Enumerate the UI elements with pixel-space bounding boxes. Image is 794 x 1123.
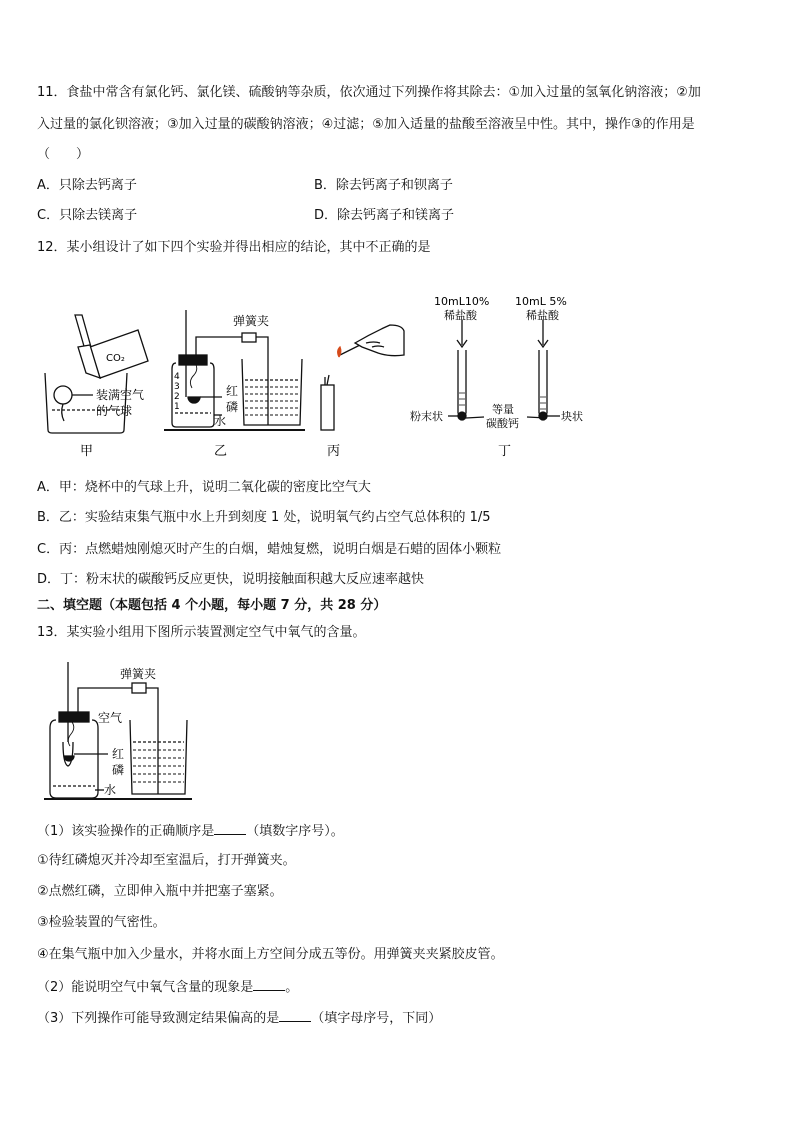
q11-stem-line2: 入过量的氯化钡溶液；③加入过量的碳酸钠溶液；④过滤；⑤加入适量的盐酸至溶液呈中性。其中，操作③的作用是 bbox=[37, 117, 695, 132]
q13-figure bbox=[0, 660, 240, 810]
bing-caption: 丙 bbox=[327, 444, 341, 459]
q13-part3-answer-blank[interactable] bbox=[279, 1008, 311, 1022]
yi-clamp-label: 弹簧夹 bbox=[233, 314, 270, 328]
q13-step-1: ①待红磷熄灭并冷却至室温后，打开弹簧夹。 bbox=[37, 853, 296, 868]
q13-part1-text: （1）该实验操作的正确顺序是 bbox=[37, 824, 215, 839]
q11-stem-line1: 11．食盐中常含有氯化钙、氯化镁、硫酸钠等杂质，依次通过下列操作将其除去：①加入过量的氢氧化钠溶液；②加 bbox=[37, 85, 701, 100]
yi-lin-label: 磷 bbox=[226, 400, 239, 414]
yi-caption: 乙 bbox=[214, 444, 228, 459]
q13-part1-answer-blank[interactable] bbox=[214, 821, 246, 835]
jia-balloon-label-2: 的气球 bbox=[96, 404, 133, 418]
jia-co2-label: CO₂ bbox=[106, 353, 125, 364]
ding-acid2-conc: 10mL 5% bbox=[515, 295, 567, 308]
ding-equal-label-2: 碳酸钙 bbox=[486, 417, 519, 430]
q11-option-b: B．除去钙离子和钡离子 bbox=[314, 178, 453, 193]
q13-part2-answer-blank[interactable] bbox=[253, 977, 285, 991]
q12-option-a: A．甲：烧杯中的气球上升，说明二氧化碳的密度比空气大 bbox=[37, 480, 371, 495]
q13-lin-label: 磷 bbox=[112, 763, 125, 777]
jia-caption: 甲 bbox=[80, 444, 94, 459]
q13-part2-text: （2）能说明空气中氧气含量的现象是 bbox=[37, 980, 254, 995]
q13-part3 bbox=[37, 1008, 441, 1028]
q13-part1 bbox=[37, 821, 344, 841]
q11-option-d: D．除去钙离子和镁离子 bbox=[314, 208, 455, 223]
q13-part3-text: （3）下列操作可能导致测定结果偏高的是 bbox=[37, 1011, 280, 1026]
bing-apparatus bbox=[321, 325, 404, 430]
q13-step-4: ④在集气瓶中加入少量水，并将水面上方空间分成五等份。用弹簧夹夹紧胶皮管。 bbox=[37, 947, 504, 962]
q13-air-label: 空气 bbox=[98, 711, 123, 725]
q11-option-a: A．只除去钙离子 bbox=[37, 178, 137, 193]
jia-balloon-label-1: 装满空气 bbox=[96, 388, 145, 402]
ding-acid2-name: 稀盐酸 bbox=[526, 309, 559, 322]
q12-option-b: B．乙：实验结束集气瓶中水上升到刻度 1 处，说明氧气约占空气总体积的 1/5 bbox=[37, 510, 491, 525]
q12-figure bbox=[0, 285, 794, 465]
q11-option-c: C．只除去镁离子 bbox=[37, 208, 138, 223]
q13-part2 bbox=[37, 977, 298, 997]
q13-step-2: ②点燃红磷，立即伸入瓶中并把塞子塞紧。 bbox=[37, 884, 283, 899]
yi-water-label: 水 bbox=[214, 414, 227, 428]
q13-step-3: ③检验装置的气密性。 bbox=[37, 915, 166, 930]
q12-option-d: D．丁：粉末状的碳酸钙反应更快，说明接触面积越大反应速率越快 bbox=[37, 572, 425, 587]
yi-mark-1: 1 bbox=[174, 402, 180, 412]
ding-acid1-conc: 10mL10% bbox=[434, 295, 490, 308]
q13-part1-suffix: （填数字序号）。 bbox=[246, 824, 344, 839]
yi-mark-4: 4 bbox=[174, 372, 180, 382]
yi-mark-3: 3 bbox=[174, 382, 180, 392]
q13-part2-suffix: 。 bbox=[285, 980, 299, 995]
ding-block-label: 块状 bbox=[561, 410, 583, 423]
ding-acid1-name: 稀盐酸 bbox=[444, 309, 477, 322]
ding-powder-label: 粉末状 bbox=[410, 410, 443, 423]
q11-blank: （ ） bbox=[37, 147, 90, 162]
ding-equal-label-1: 等量 bbox=[492, 403, 514, 416]
q12-stem: 12．某小组设计了如下四个实验并得出相应的结论，其中不正确的是 bbox=[37, 240, 431, 255]
ding-caption: 丁 bbox=[498, 444, 512, 459]
q12-option-c: C．丙：点燃蜡烛刚熄灭时产生的白烟，蜡烛复燃，说明白烟是石蜡的固体小颗粒 bbox=[37, 542, 502, 557]
yi-hong-label: 红 bbox=[226, 384, 239, 398]
q13-part3-suffix: （填字母序号，下同） bbox=[311, 1011, 442, 1026]
q13-clamp-label: 弹簧夹 bbox=[120, 667, 157, 681]
q13-water-label: 水 bbox=[104, 783, 117, 797]
section-heading: 二、填空题（本题包括 4 个小题，每小题 7 分，共 28 分） bbox=[37, 598, 387, 613]
q13-hong-label: 红 bbox=[112, 747, 125, 761]
q13-stem: 13．某实验小组用下图所示装置测定空气中氧气的含量。 bbox=[37, 625, 366, 640]
yi-mark-2: 2 bbox=[174, 392, 180, 402]
